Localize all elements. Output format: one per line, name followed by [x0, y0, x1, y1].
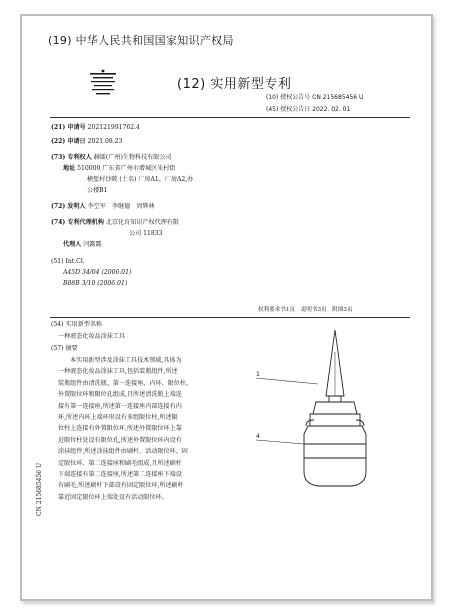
publication-date: (45) 授权公告日 2022. 02. 01 — [266, 106, 351, 113]
appl-number-row — [51, 122, 193, 133]
abstract-label: (57) 摘要 — [51, 345, 78, 352]
abstract-line: 接有第一连接座,所述第一连接座内部连接有内 — [58, 402, 182, 410]
agency-line: 公司 11833 — [129, 230, 163, 237]
filing-date: 2021.08.23 — [87, 138, 123, 145]
bibliographic-block — [51, 122, 193, 289]
bottle-body — [304, 426, 366, 486]
abstract-line: 外置限位环和限位孔组成,且所述清洗瓶上端连 — [58, 391, 182, 399]
address-row — [63, 163, 193, 196]
brush-stem — [329, 396, 341, 402]
agency-label: (74) 专利代理机构 — [51, 219, 104, 226]
patent-document — [30, 22, 422, 588]
inventors: 李空军 李继德 周辉林 — [87, 203, 155, 210]
agent-label: 代理人 — [63, 241, 82, 248]
abstract-line: 定限位环、第二连接座和刷毛组成,且所述刷杆 — [58, 459, 182, 467]
filing-date-label: (22) 申请日 — [51, 138, 86, 145]
appl-number-label: (21) 申请号 — [51, 124, 86, 131]
document-type-title: (12) 实用新型专利 — [177, 77, 292, 92]
abstract-line: 下端连接有第二连接座,所述第二连接座下端设 — [58, 471, 182, 479]
abstract-line: 环,所述内环上端环形设有多组限位柱,所述限 — [58, 414, 178, 422]
abstract-line: 涂抹组件,所述涂抹组件由刷杆、活动限位环、固 — [58, 448, 188, 456]
abstract-line: 一种液态化妆品涂抹工具,包括装瓶组件,所述 — [58, 368, 178, 376]
leader-line-4 — [256, 440, 304, 444]
abstract-line: 靠近固定限位环上端处设有活动限位环。 — [58, 493, 168, 501]
utility-title-label: (54) 实用新型名称 — [51, 321, 103, 328]
side-publication-number: CN 215685456 U — [36, 462, 43, 516]
patentee: 赫镭(广州)生物科技有限公司 — [93, 154, 172, 161]
abstract-line: 近限位柱处设有限位孔,所述外置限位环内设有 — [58, 436, 182, 444]
figure-label-4: 4 — [256, 433, 260, 440]
ipc-class: B08B 3/10 (2006.01) — [63, 280, 128, 287]
agency-line: 北京化育知识产权代理有限 — [105, 219, 179, 226]
agent-row — [63, 239, 193, 250]
abstract-line: 有刷毛,所述刷杆下部设有固定限位环,所述刷杆 — [58, 482, 184, 490]
ipc-class: A45D 34/04 (2006.01) — [63, 269, 132, 276]
agency-row — [51, 217, 193, 239]
abstract-text — [58, 355, 256, 503]
fixed-ring — [310, 414, 360, 426]
office-name: (19) 中华人民共和国国家知识产权局 — [48, 34, 234, 47]
inventors-row — [51, 201, 193, 212]
abstract-line: 本实用新型涉及涂抹工具技术领域,具体为 — [70, 357, 182, 364]
address-line: 公楼B1 — [87, 187, 108, 194]
address-line: 510000 广东省广州市增城区朱村街 — [77, 165, 176, 172]
abstract-line: 位柱上连接有外置限位环,所述外置限位环上靠 — [58, 425, 182, 433]
applicator-figure — [256, 322, 416, 522]
agent: 闫露露 — [83, 241, 102, 248]
abstract-line: 装瓶组件由清洗瓶、第一连接座、内环、限位柱、 — [58, 379, 193, 387]
publication-number: (10) 授权公告号 CN 215685456 U — [266, 94, 364, 101]
address-line: 横堑村沙陂 (土名) 厂房A1、厂房A2,办 — [87, 176, 194, 183]
ipc-label: (51) Int.Cl. — [51, 258, 85, 265]
utility-title: 一种液态化妆品涂抹工具 — [58, 333, 126, 340]
filing-date-row — [51, 136, 193, 147]
address-label: 地址 — [63, 165, 76, 172]
appl-number: 202121991762.4 — [87, 124, 140, 131]
patentee-row — [51, 152, 193, 163]
inventors-label: (72) 发明人 — [51, 203, 86, 210]
patentee-label: (73) 专利权人 — [51, 154, 92, 161]
header-rule — [50, 117, 410, 118]
claims-summary: 权利要求书1页 说明书3页 附图3页 — [258, 307, 353, 313]
collar-ring — [313, 402, 357, 414]
figure-label-1: 1 — [256, 371, 260, 378]
leader-line-1 — [256, 378, 318, 384]
national-emblem-icon — [88, 68, 118, 98]
abstract-rule — [50, 317, 410, 318]
